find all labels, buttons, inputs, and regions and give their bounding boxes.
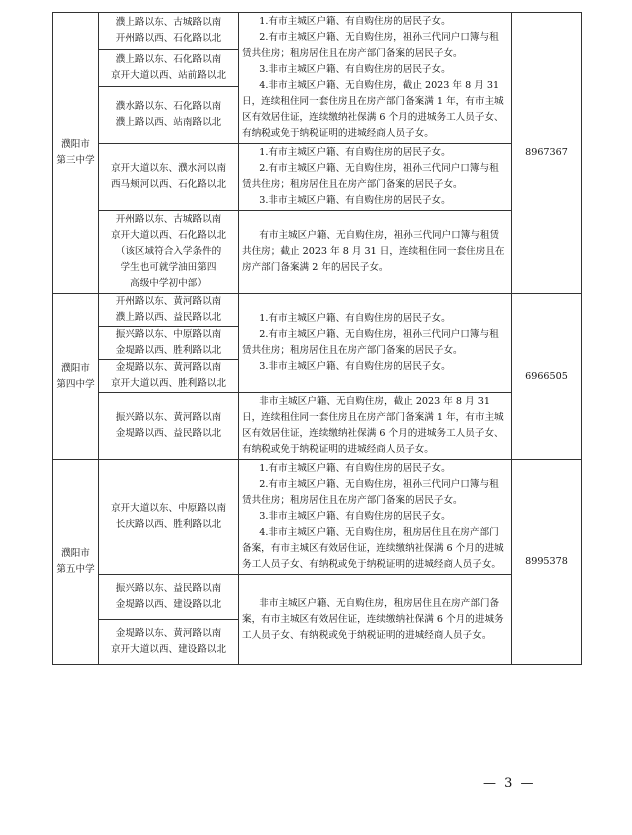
requirement-text: 非市主城区户籍、无自购住房，截止 2023 年 8 月 31 日，连续租住同一套住房且在房产部门备案满 1 年，有市主城区有效居住证，连续缴纳社保满 6 个月的进城务工人员子女、有纳税或免于纳税证明的进城经商人员子女。 — [242, 396, 504, 455]
requirement-text: 2.有市主城区户籍、无自购住房，祖孙三代同户口簿与租赁共住房；租房居住且在房产部门备案的居民子女。 — [242, 32, 499, 59]
enrollment-table — [52, 12, 582, 665]
area-item — [99, 87, 238, 143]
area-line: 濮上路以西、益民路以北 — [115, 312, 222, 323]
school-name — [53, 294, 99, 460]
area-cell — [99, 575, 239, 665]
area-line: 京开大道以西、石化路以北 — [110, 230, 227, 241]
area-line: 濮上路以东、古城路以南 — [115, 17, 222, 28]
requirement-text: 1.有市主城区户籍、有自购住房的居民子女。 — [259, 313, 451, 324]
area-cell — [99, 460, 239, 575]
requirement-cell — [239, 575, 512, 665]
area-item — [99, 13, 238, 50]
requirement-text: 3.非市主城区户籍、有自购住房的居民子女。 — [259, 511, 451, 522]
area-cell — [99, 393, 239, 460]
school-name-line: 濮阳市 — [61, 362, 90, 374]
area-line: 振兴路以东、益民路以南 — [115, 583, 222, 594]
area-line: 长庆路以西、胜利路以北 — [115, 519, 222, 530]
area-line: 金堤路以东、黄河路以南 — [115, 362, 222, 373]
requirement-text: 2.有市主城区户籍、无自购住房，祖孙三代同户口簿与租赁共住房；租房居住且在房产部门备案的居民子女。 — [242, 329, 499, 356]
area-item — [99, 327, 238, 360]
phone-number: 8995378 — [512, 460, 582, 665]
area-cell — [99, 211, 239, 294]
area-cell — [99, 144, 239, 211]
area-line: 京开大道以西、建设路以北 — [110, 644, 227, 655]
requirement-text: 2.有市主城区户籍、无自购住房，祖孙三代同户口簿与租赁共住房；租房居住且在房产部门备案的居民子女。 — [242, 479, 499, 506]
area-line: 开州路以西、石化路以北 — [115, 33, 222, 44]
area-line: 金堤路以东、黄河路以南 — [115, 628, 222, 639]
requirement-text: 4.非市主城区户籍、无自购住房，租房居住且在房产部门备案，有市主城区有效居住证，连续缴纳社保满 6 个月的进城务工人员子女、有纳税或免于纳税证明的进城经商人员子女。 — [242, 527, 504, 570]
school-name-line: 第四中学 — [56, 378, 95, 390]
requirement-text: 2.有市主城区户籍、无自购住房，祖孙三代同户口簿与租赁共住房；租房居住且在房产部门备案的居民子女。 — [242, 163, 499, 190]
area-line: 金堤路以西、益民路以北 — [115, 428, 222, 439]
requirement-cell — [239, 393, 512, 460]
school-name-line: 第三中学 — [56, 155, 95, 166]
area-line: 濮水路以东、石化路以南 — [115, 101, 222, 112]
requirement-text: 3.非市主城区户籍、有自购住房的居民子女。 — [259, 361, 451, 372]
requirement-text: 1.有市主城区户籍、有自购住房的居民子女。 — [259, 463, 451, 474]
area-line: 振兴路以东、中原路以南 — [115, 329, 222, 340]
requirement-text: 1.有市主城区户籍、有自购住房的居民子女。 — [259, 147, 451, 158]
requirement-text: 4.非市主城区户籍、无自购住房，截止 2023 年 8 月 31 日，连续租住同一套住房且在房产部门备案满 1 年，有市主城区有效居住证，连续缴纳社保满 6 个月的进城务工人员子女、有纳税或免于纳税证明的进城经商人员子女。 — [242, 80, 504, 139]
area-line: 金堤路以西、建设路以北 — [115, 599, 222, 610]
requirement-text: 1.有市主城区户籍、有自购住房的居民子女。 — [259, 16, 451, 27]
requirement-text: 3.非市主城区户籍、有自购住房的居民子女。 — [259, 195, 451, 206]
area-item — [99, 294, 238, 327]
area-line: 京开大道以东、中原路以南 — [110, 503, 227, 514]
requirement-cell — [239, 294, 512, 393]
requirement-text: 3.非市主城区户籍、有自购住房的居民子女。 — [259, 64, 451, 75]
school-name — [53, 13, 99, 294]
school-name-line: 第五中学 — [56, 564, 95, 575]
school-name-line: 濮阳市 — [61, 139, 90, 150]
requirement-cell — [239, 144, 512, 211]
area-item — [99, 620, 238, 664]
area-item — [99, 50, 238, 87]
area-line: 京开大道以西、胜利路以北 — [110, 378, 227, 389]
area-line: 金堤路以西、胜利路以北 — [115, 345, 222, 356]
requirement-cell — [239, 460, 512, 575]
area-line: 京开大道以东、濮水河以南 — [110, 163, 227, 174]
area-line: 开州路以东、黄河路以南 — [115, 296, 222, 307]
area-cell — [99, 294, 239, 393]
phone-number: 8967367 — [512, 13, 582, 294]
area-line: 濮上路以东、石化路以南 — [115, 54, 222, 65]
area-line: 濮上路以西、站南路以北 — [115, 117, 222, 128]
phone-number: 6966505 — [512, 294, 582, 460]
area-cell — [99, 13, 239, 144]
page-number: — 3 — — [483, 776, 536, 791]
area-item — [99, 575, 238, 620]
requirement-cell — [239, 211, 512, 294]
area-line: 学生也可就学油田第四 — [120, 262, 217, 273]
school-name-line: 濮阳市 — [61, 548, 90, 559]
area-line: 振兴路以东、黄河路以南 — [115, 412, 222, 423]
school-name — [53, 460, 99, 665]
area-item — [99, 360, 238, 392]
area-line: 开州路以东、古城路以南 — [115, 214, 222, 225]
area-line: 西马颊河以西、石化路以北 — [110, 179, 227, 190]
requirement-text: 有市主城区户籍、无自购住房，祖孙三代同户口簿与租赁共住房；截止 2023 年 8 月 31 日，连续租住同一套住房且在房产部门备案满 2 年的居民子女。 — [242, 230, 505, 273]
area-line: 京开大道以西、站前路以北 — [110, 70, 227, 81]
requirement-cell — [239, 13, 512, 144]
area-line: （该区域符合入学条件的 — [115, 246, 222, 257]
area-line: 高级中学初中部） — [130, 278, 207, 289]
requirement-text: 非市主城区户籍、无自购住房，租房居住且在房产部门备案，有市主城区有效居住证，连续缴纳社保满 6 个月的进城务工人员子女、有纳税或免于纳税证明的进城经商人员子女。 — [242, 597, 504, 641]
